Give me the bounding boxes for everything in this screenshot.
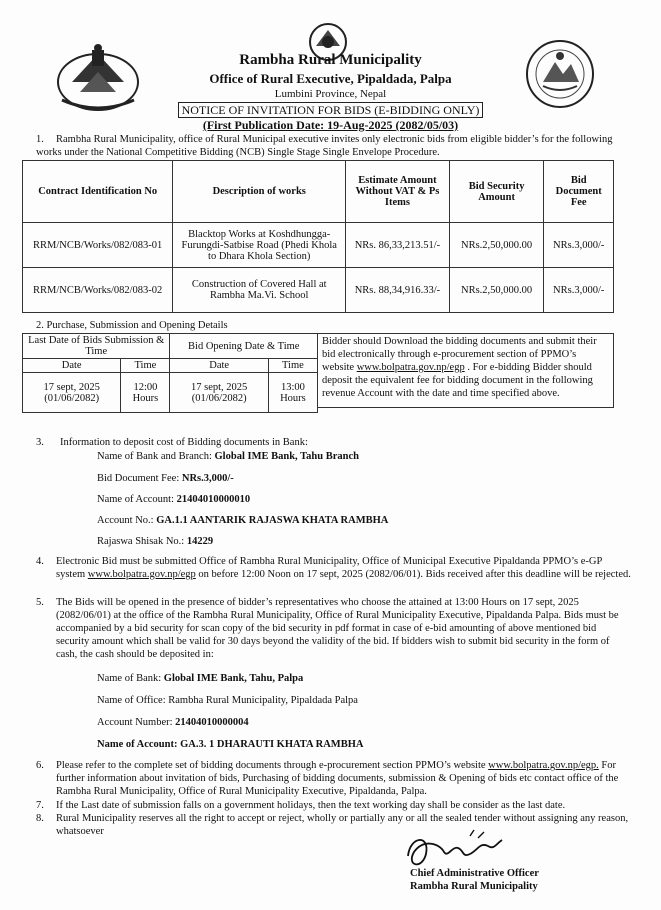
account-name-line: Name of Account: 21404010000010 [97,494,251,505]
cash-account-no-line: Account Number: 21404010000004 [97,717,249,728]
open-date-label: Date [170,359,268,373]
submission-header: Last Date of Bids Submission & Time [23,334,170,359]
section-6: 6. Please refer to the complete set of bidding documents through e-procurement section PPMO’s website www.bolpatra.gov.np/egp. For further information about invitation of bids, Purchasing of bidding documents, submission & Opening of bids etc contact office of the Rambha Rural Municipality, Office of Rural Municipality Executive, Pipaldanda, Palpa. [36,760,619,797]
opening-date: 17 sept, 2025 (01/06/2082) [170,373,268,413]
sub-date-label: Date [23,359,121,373]
works-table-header [23,161,614,223]
org-name: Rambha Rural Municipality [239,52,422,68]
col-estimate: Estimate Amount Without VAT & Ps Items [346,161,450,223]
estimate-amount: NRs. 88,34,916.33/- [346,268,450,313]
contract-id: RRM/NCB/Works/082/083-02 [23,268,173,313]
works-table [22,160,614,313]
section-5: 5. The Bids will be opened in the presence of bidder’s representatives who choose the attained at 13:00 Hours on 17 sept, 2025 (2082/06/01) at the office of the Rambha Rural Municipality, Office of Rural Municipality Executive, Pipaldanda Palpa. Bids must be accompanied by a bid security for scan copy of the bid security in pdf format in case of e-bid amounting of above mentioned bid security amount which shall be valid for 30 days beyond the validity of the bid. If bidders wish to submit bid security in the form of cash, the cash should be deposited in: [36,597,619,660]
bolpatra-link[interactable]: www.bolpatra.gov.np/egp [356,362,465,373]
col-description: Description of works [173,161,346,223]
bidding-note: Bidder should Download the bidding documents and submit their bid electronically through e-procurement section of PPMO’s website www.bolpatra.gov.np/egp . For e-bidding Bidder should deposit the equivalent fee for bidding document in the following revenue Account with the date and time specified above. [318,333,614,408]
section-2-title: 2. Purchase, Submission and Opening Details [36,320,228,331]
notice-page: Rambha Rural Municipality Office of Rural Executive, Pipaldada, Palpa Lumbini Province, Nepal NOTICE OF INVITATION FOR BIDS (E-BIDDING ONLY) (First Publication Date: 19-Aug-2025 (2082/05/03) 1. Rambha Rural Municipality, office of Rural Municipal executive invites only electronic bids from eligible bidder’s for the following works under the National Competitive Bidding (NCB) Single Stage Single Envelope Procedure. Contract Identification No Description of works Estimate Amount Without VAT & Ps Items Bid Security Amount Bid Document Fee RRM/NCB/Works/082/083-01 Blacktop Works at Koshdhungga-Furungdi-Satbise Road (Phedi Khola to Dhara Khola Section) NRs. 86,33,213.51/- NRs.2,50,000.00 NRs.3,000/- RRM/NCB/Works/082/083-02 Construction of Covered Hall at Rambha Ma.Vi. School NRs. 88,34,916.33/- NRs.2,50,000.00 NRs.3,000/- 2. Purchase, Submission and Opening Details Last Date of Bids Submission & Time Bid Opening Date & Time Date Time Date Time 17 sept, 2025 (01/06/2082) 12:00 Hours 17 sept, 2025 (01/06/2082) 13:00 Hours Bidder should Download the bidding documents and submit their bid electronically through e-procurement section of PPMO’s website www.bolpatra.gov.np/egp . For e-bidding Bidder should deposit the equivalent fee for bidding document in the following revenue Account with the date and time specified above. 3. Information to deposit cost of Bidding documents in Bank: Name of Bank and Branch: Global IME Bank, Tahu Branch Bid Document Fee: NRs.3,000/- Name of Account: 21404010000010 Account No.: GA.1.1 AANTARIK RAJASWA KHATA RAMBHA Rajaswa Shisak No.: 14229 4. Electronic Bid must be submitted Office of Rambha Rural Municipality, Office of Municipal Executive Pipaldanda PPMO’s e-GP system www.bolpatra.gov.np/egp on before 12:00 Noon on 17 sept, 2025 (2082/06/01). Bids received after this deadline will be rejected. 5. The Bids will be opened in the presence of bidder’s representatives who choose the attained at 13:00 Hours on 17 sept, 2025 (2082/06/01) at the office of the Rambha Rural Municipality, Office of Rural Municipality Executive, Pipaldanda Palpa. Bids must be accompanied by a bid security for scan copy of the bid security in pdf format in case of e-bid amounting of above mentioned bid security amount which shall be valid for 30 days beyond the validity of the bid. If bidders wish to submit bid security in the form of cash, the cash should be deposited in: Name of Bank: Global IME Bank, Tahu, Palpa Name of Office: Rambha Rural Municipality, Pipaldada Palpa Account Number: 21404010000004 Name of Account: GA.3. 1 DHARAUTI KHATA RAMBHA 6. Please refer to the complete set of bidding documents through e-procurement section PPMO’s website www.bolpatra.gov.np/egp. For further information about invitation of bids, Purchasing of bidding documents, submission & Opening of bids etc contact office of the Rambha Rural Municipality, Office of Rural Municipality Executive, Pipaldanda, Palpa. 7. If the Last date of submission falls on a government holidays, then the text working day shall be consider as the last date. 8. Rural Municipality reserves all the right to accept or reject, wholly or partially any or all the sealed tender without assigning any reason, whatsoever Chief Administrative Officer Rambha Rural Municipality [0,0,661,910]
opening-time: 13:00 Hours [268,373,317,413]
col-contract-id: Contract Identification No [23,161,173,223]
cash-account-name-line: Name of Account: GA.3. 1 DHARAUTI KHATA RAMBHA [97,739,364,750]
bid-security: NRs.2,50,000.00 [449,268,544,313]
shisak-line: Rajaswa Shisak No.: 14229 [97,536,214,547]
signatory-org: Rambha Rural Municipality [410,881,538,892]
intro-paragraph: 1. Rambha Rural Municipality, office of Rural Municipal executive invites only electronic bids from eligible bidder’s for the following works under the National Competitive Bidding (NCB) Single Stage Single Envelope Procedure. [36,134,613,158]
bolpatra-link[interactable]: www.bolpatra.gov.np/egp. [488,760,599,771]
address: Lumbini Province, Nepal [274,88,387,100]
doc-fee-line: Bid Document Fee: NRs.3,000/- [97,473,234,484]
account-no-line: Account No.: GA.1.1 AANTARIK RAJASWA KHATA RAMBHA [97,515,389,526]
contract-id: RRM/NCB/Works/082/083-01 [23,223,173,268]
estimate-amount: NRs. 86,33,213.51/- [346,223,450,268]
table-row [23,268,614,313]
col-bid-security: Bid Security Amount [449,161,544,223]
doc-fee: NRs.3,000/- [544,223,614,268]
bolpatra-link[interactable]: www.bolpatra.gov.np/egp [87,569,196,580]
table-row [23,223,614,268]
work-description: Construction of Covered Hall at Rambha Ma.Vi. School [173,268,346,313]
opening-header: Bid Opening Date & Time [170,334,318,359]
office-name: Office of Rural Executive, Pipaldada, Palpa [209,71,452,86]
col-doc-fee: Bid Document Fee [544,161,614,223]
cash-office-line: Name of Office: Rambha Rural Municipality, Pipaldada Palpa [97,695,358,706]
bank-branch-line: Name of Bank and Branch: Global IME Bank, Tahu Branch [97,451,359,462]
notice-title: NOTICE OF INVITATION FOR BIDS (E-BIDDING ONLY) [0,103,661,118]
schedule-table [22,333,318,413]
doc-fee: NRs.3,000/- [544,268,614,313]
section-4: 4. Electronic Bid must be submitted Office of Rambha Rural Municipality, Office of Municipal Executive Pipaldanda PPMO’s e-GP system www.bolpatra.gov.np/egp on before 12:00 Noon on 17 sept, 2025 (2082/06/01). Bids received after this deadline will be rejected. [36,556,631,580]
submission-time: 12:00 Hours [121,373,170,413]
submission-date: 17 sept, 2025 (01/06/2082) [23,373,121,413]
work-description: Blacktop Works at Koshdhungga-Furungdi-Satbise Road (Phedi Khola to Dhara Khola Section) [173,223,346,268]
cash-bank-line: Name of Bank: Global IME Bank, Tahu, Palpa [97,673,304,684]
open-time-label: Time [268,359,317,373]
signatory-title: Chief Administrative Officer [410,868,539,879]
sub-time-label: Time [121,359,170,373]
publication-date: (First Publication Date: 19-Aug-2025 (2082/05/03) [202,118,459,132]
handwritten-signature [400,826,510,874]
bid-security: NRs.2,50,000.00 [449,223,544,268]
letterhead [0,0,661,140]
section-8: 8. Rural Municipality reserves all the right to accept or reject, wholly or partially any or all the sealed tender without assigning any reason, whatsoever [36,813,629,837]
